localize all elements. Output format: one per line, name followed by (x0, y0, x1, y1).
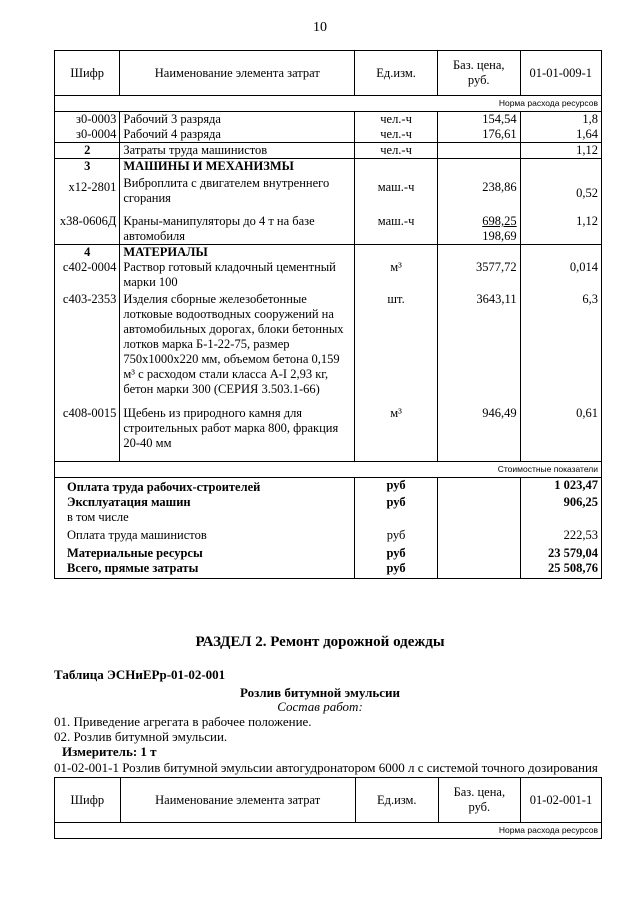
work-title: Состав работ: (277, 699, 363, 714)
section-title: РАЗДЕЛ 2. Ремонт дорожной одежды (195, 634, 445, 650)
table-row: х12-2801 Виброплита с двигателем внутреннего сгорания маш.-ч 238,86 0,52 (55, 174, 602, 206)
cost-label: Стоимостные показатели (55, 462, 602, 478)
table-header (55, 778, 602, 823)
header-unit: Ед.изм. (355, 51, 438, 96)
table-row: с403-2353 Изделия сборные железобетонные лотковые водоотводных сооружений на автомобильных дорогах, блоки бетонных лотков марка Б-1-22-75, размер 750х1000х220 мм, объемом бетона 0,159 м³ с расходом стали класса А-I 2,93 кг, бетон марки 300 (СЕРИЯ 3.503.1-66) шт. 3643,11 6,3 (55, 290, 602, 397)
work-item: 02. Розлив битумной эмульсии. (54, 729, 228, 744)
header-name: Наименование элемента затрат (120, 51, 355, 96)
cost-row: Эксплуатация машин руб 906,25 (55, 495, 602, 510)
header-code: Шифр (55, 51, 120, 96)
header-price: Баз. цена, руб. (438, 778, 520, 823)
header-price: Баз. цена, руб. (437, 51, 520, 96)
cost-row: Всего, прямые затраты руб 25 508,76 (55, 561, 602, 579)
header-unit: Ед.изм. (355, 778, 438, 823)
cost-row: в том числе (55, 510, 602, 525)
work-item: 01. Приведение агрегата в рабочее положение. (54, 714, 312, 729)
item-line: 01-02-001-1 Розлив битумной эмульсии автогудронатором 6000 л с системой точного дозирования (54, 760, 598, 775)
page-number: 10 (313, 20, 327, 35)
cost-row: Материальные ресурсы руб 23 579,04 (55, 543, 602, 561)
table-row: х38-0606Д Краны-манипуляторы до 4 т на базе автомобиля маш.-ч 698,25 198,69 1,12 (55, 206, 602, 245)
cost-row: Оплата труда рабочих-строителей руб 1 023,47 (55, 478, 602, 496)
norm-label: Норма расхода ресурсов (55, 96, 602, 112)
norm-label: Норма расхода ресурсов (55, 823, 602, 839)
table-row: с402-0004 Раствор готовый кладочный цементный марки 100 м³ 3577,72 0,014 (55, 260, 602, 290)
resource-table-2 (54, 777, 602, 839)
section-row: 3 МАШИНЫ И МЕХАНИЗМЫ (55, 159, 602, 175)
header-item-code: 01-02-001-1 (520, 778, 601, 823)
table-row: з0-0004 Рабочий 4 разряда чел.-ч 176,61 1,64 (55, 127, 602, 143)
header-item-code: 01-01-009-1 (520, 51, 601, 96)
table-row: з0-0003 Рабочий 3 разряда чел.-ч 154,54 1,8 (55, 112, 602, 128)
section-row: 4 МАТЕРИАЛЫ (55, 245, 602, 261)
resource-table-1 (54, 50, 602, 579)
cost-row: Оплата труда машинистов руб 222,53 (55, 525, 602, 543)
table-row: 2 Затраты труда машинистов чел.-ч 1,12 (55, 143, 602, 159)
table-subtitle: Розлив битумной эмульсии (240, 685, 400, 700)
measure: Измеритель: 1 т (62, 744, 157, 759)
table-header (55, 51, 602, 96)
table-row: с408-0015 Щебень из природного камня для строительных работ марка 800, фракция 20-40 мм м³ 946,49 0,61 (55, 397, 602, 462)
table-name: Таблица ЭСНиЕРр-01-02-001 (54, 667, 226, 682)
header-name: Наименование элемента затрат (120, 778, 355, 823)
header-code: Шифр (55, 778, 121, 823)
